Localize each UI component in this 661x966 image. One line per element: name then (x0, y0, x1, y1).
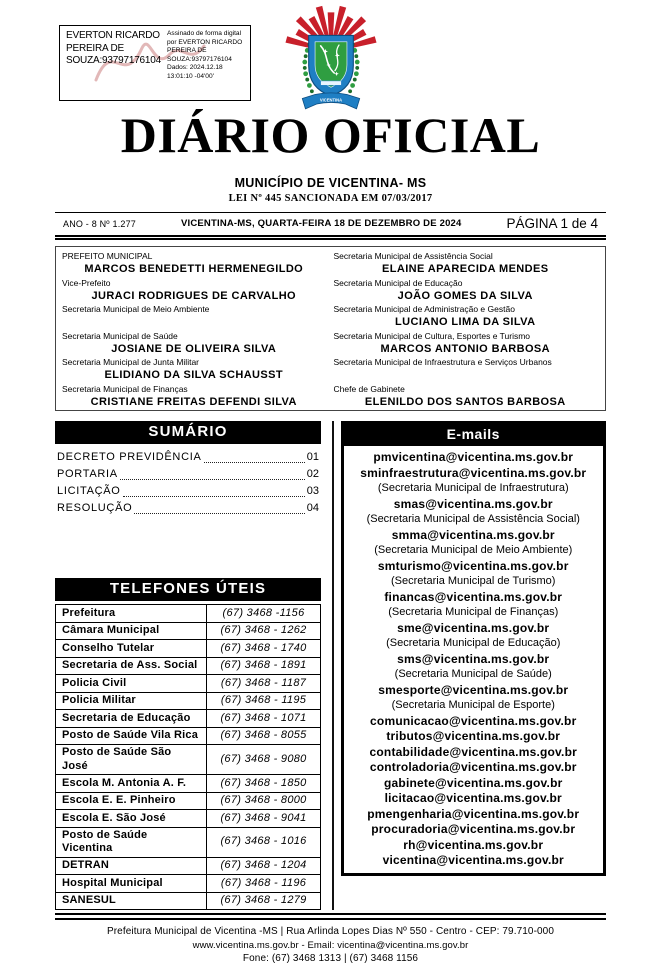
phone-place: Policia Militar (56, 692, 207, 710)
official-role: Secretaria Municipal de Assistência Social (333, 251, 493, 261)
official-entry (62, 330, 326, 357)
email-address: tributos@vicentina.ms.gov.br (386, 729, 561, 743)
crest-laurel-leaf (303, 54, 307, 58)
phone-row (56, 875, 321, 893)
officials-right-column (334, 250, 598, 408)
official-role: Secretaria Municipal de Saúde (62, 330, 178, 341)
official-entry (334, 303, 598, 330)
phone-number: (67) 3468 - 1262 (207, 622, 321, 640)
official-name: LUCIANO LIMA DA SILVA (395, 316, 536, 328)
email-address: gabinete@vicentina.ms.gov.br (384, 775, 563, 790)
phone-number: (67) 3468 - 1740 (207, 640, 321, 658)
crest-date-band (320, 81, 341, 85)
phone-row (56, 692, 321, 710)
official-role: Secretaria Municipal de Cultura, Esportes e Turismo (333, 330, 531, 341)
emails-list (344, 446, 604, 873)
official-role: Chefe de Gabinete (333, 383, 405, 394)
official-name (62, 315, 326, 330)
summary-item-page: 03 (306, 485, 319, 497)
summary-item (57, 449, 319, 466)
email-department: (Secretaria Municipal de Finanças) (388, 606, 559, 618)
phone-row (56, 605, 321, 623)
official-role: Secretaria Municipal de Finanças (62, 383, 188, 394)
phone-number: (67) 3468 -1156 (207, 605, 321, 623)
footer-phone: Fone: (67) 3468 1313 | (67) 3468 1156 (242, 953, 419, 964)
email-address: controladoria@vicentina.ms.gov.br (369, 760, 577, 774)
phone-number: (67) 3468 - 1195 (207, 692, 321, 710)
phone-number: (67) 3468 - 1071 (207, 710, 321, 728)
phone-number: (67) 3468 - 1279 (207, 892, 321, 910)
phone-number: (67) 3468 - 1187 (207, 675, 321, 693)
official-entry (334, 250, 598, 277)
crest-laurel-leaf (353, 71, 358, 76)
edition-date: VICENTINA-MS, QUARTA-FEIRA 18 DE DEZEMBRO DE 2024 (180, 218, 462, 229)
crest-laurel-leaf (350, 83, 355, 88)
phone-place: Posto de Saúde Vila Rica (56, 727, 207, 745)
phone-number: (67) 3468 - 1850 (207, 775, 321, 793)
vicentina-coat-of-arms (291, 2, 371, 116)
law-line: LEI Nº 445 SANCIONADA EM 07/03/2017 (228, 193, 433, 204)
emails-header: E-mails (344, 424, 604, 446)
crest-laurel-leaf (348, 89, 352, 93)
summary-item-label: RESOLUÇÃO (57, 502, 133, 514)
summary-leader-dots (120, 479, 305, 480)
phone-place: Conselho Tutelar (56, 640, 207, 658)
crest-laurel-leaf (302, 66, 306, 70)
footer (55, 913, 606, 966)
email-department: (Secretaria Municipal de Assistência Social) (366, 513, 580, 525)
phone-row (56, 745, 321, 775)
phone-place: Policia Civil (56, 675, 207, 693)
phone-row (56, 892, 321, 910)
email-address: sme@vicentina.ms.gov.br (397, 620, 550, 635)
footer-rule (55, 913, 606, 920)
official-role: Vice-Prefeito (62, 277, 111, 288)
phone-place: Posto de Saúde São José (56, 745, 207, 775)
email-address: contabilidade@vicentina.ms.gov.br (369, 744, 577, 759)
phone-number: (67) 3468 - 8055 (207, 727, 321, 745)
document-content (55, 0, 606, 966)
phone-row (56, 657, 321, 675)
summary-item-page: 04 (306, 502, 319, 514)
phone-place: Posto de Saúde Vicentina (56, 827, 207, 857)
phone-place: Câmara Municipal (56, 622, 207, 640)
official-name: ELENILDO DOS SANTOS BARBOSA (364, 395, 566, 408)
phone-row (56, 675, 321, 693)
municipality-line: MUNICÍPIO DE VICENTINA- MS (234, 176, 427, 190)
phone-place: Escola E. São José (56, 810, 207, 828)
phone-place: Secretaria de Ass. Social (56, 657, 207, 675)
phone-place: Prefeitura (56, 605, 207, 623)
phone-place: SANESUL (56, 892, 207, 910)
edition-number: ANO - 8 Nº 1.277 (63, 218, 137, 229)
summary-item-label: LICITAÇÃO (57, 485, 121, 497)
crest-laurel-leaf (354, 54, 358, 58)
summary-leader-dots (134, 513, 304, 514)
official-name (334, 368, 598, 383)
summary-section (55, 421, 321, 517)
gazette-title: DIÁRIO OFICIAL (120, 107, 541, 163)
email-address: pmengenharia@vicentina.ms.gov.br (367, 806, 580, 821)
official-role: Secretaria Municipal de Junta Militar (62, 357, 200, 367)
page-indicator: PÁGINA 1 de 4 (506, 216, 598, 231)
masthead (55, 0, 606, 212)
official-entry (334, 383, 598, 410)
phones-header: TELEFONES ÚTEIS (55, 578, 321, 601)
phone-row (56, 710, 321, 728)
official-role: Secretaria Municipal de Administração e Gestão (333, 304, 515, 314)
phone-row (56, 775, 321, 793)
official-entry (334, 330, 598, 357)
phone-row (56, 857, 321, 875)
official-entry (62, 383, 326, 410)
official-name: ELIDIANO DA SILVA SCHAUSST (104, 369, 283, 381)
phone-number: (67) 3468 - 1204 (207, 857, 321, 875)
crest-laurel-leaf (307, 83, 312, 88)
email-address: vicentina@vicentina.ms.gov.br (382, 853, 564, 867)
summary-item (57, 500, 319, 517)
summary-item-page: 01 (306, 451, 319, 463)
email-department: (Secretaria Municipal de Meio Ambiente) (374, 544, 573, 556)
left-column (55, 421, 321, 910)
digital-signature-box (59, 25, 251, 101)
phone-place: Escola M. Antonia A. F. (56, 775, 207, 793)
crest-laurel-leaf (352, 78, 356, 82)
summary-item-label: PORTARIA (57, 468, 118, 480)
official-entry (334, 277, 598, 304)
official-name: ELAINE APARECIDA MENDES (382, 263, 549, 275)
official-entry (62, 303, 326, 330)
email-address: licitacao@vicentina.ms.gov.br (384, 791, 562, 805)
official-entry (62, 250, 326, 277)
crest-laurel-leaf (302, 60, 307, 65)
official-name: CRISTIANE FREITAS DEFENDI SILVA (90, 395, 297, 408)
email-address: smas@vicentina.ms.gov.br (393, 496, 553, 511)
signature-signer-text: EVERTON RICARDO PEREIRA DE SOUZA:93797176104 (66, 30, 162, 66)
phone-number: (67) 3468 - 8000 (207, 792, 321, 810)
official-entry (62, 277, 326, 304)
email-address: procuradoria@vicentina.ms.gov.br (371, 822, 576, 836)
phone-place: DETRAN (56, 857, 207, 875)
phone-row (56, 622, 321, 640)
phone-number: (67) 3468 - 1196 (207, 875, 321, 893)
official-entry (62, 356, 326, 383)
edition-bar (55, 212, 606, 240)
phones-section (55, 578, 321, 910)
official-name: MARCOS ANTONIO BARBOSA (380, 342, 551, 355)
email-department: (Secretaria Municipal de Saúde) (394, 668, 552, 680)
email-address: smturismo@vicentina.ms.gov.br (377, 558, 569, 573)
footer-address: Prefeitura Municipal de Vicentina -MS | Rua Arlinda Lopes Dias Nº 550 - Centro - CEP: 79.710-000 (106, 926, 554, 937)
right-column (341, 421, 607, 910)
official-role: Secretaria Municipal de Infraestrutura e Serviços Urbanos (333, 357, 552, 367)
main-columns (55, 421, 606, 910)
signature-statement-text: Assinado de forma digital por EVERTON RICARDO PEREIRA DE SOUZA:93797176104 Dados: 2024.12.18 13:01:10 -04'00' (167, 30, 243, 80)
phone-number: (67) 3468 - 9041 (207, 810, 321, 828)
official-role: Secretaria Municipal de Educação (333, 277, 463, 288)
email-department: (Secretaria Municipal de Esporte) (391, 699, 555, 711)
summary-item (57, 466, 319, 483)
crest-laurel-leaf (309, 89, 313, 93)
phone-number: (67) 3468 - 1016 (207, 827, 321, 857)
footer-website-email: www.vicentina.ms.gov.br - Email: vicentina@vicentina.ms.gov.br (192, 939, 469, 951)
phone-number: (67) 3468 - 1891 (207, 657, 321, 675)
official-role: Secretaria Municipal de Meio Ambiente (62, 304, 210, 314)
phone-row (56, 640, 321, 658)
summary-item-page: 02 (306, 468, 319, 480)
phone-row (56, 810, 321, 828)
official-name: JOÃO GOMES DA SILVA (397, 289, 533, 302)
email-address: rh@vicentina.ms.gov.br (403, 837, 544, 852)
phone-row (56, 792, 321, 810)
email-address: comunicacao@vicentina.ms.gov.br (370, 713, 577, 728)
phone-row (56, 727, 321, 745)
email-address: smesporte@vicentina.ms.gov.br (378, 682, 569, 697)
phone-place: Secretaria de Educação (56, 710, 207, 728)
summary-leader-dots (204, 462, 305, 463)
phone-number: (67) 3468 - 9080 (207, 745, 321, 775)
officials-left-column (62, 250, 326, 408)
official-name: MARCOS BENEDETTI HERMENEGILDO (84, 263, 304, 275)
summary-leader-dots (123, 496, 305, 497)
official-name: JOSIANE DE OLIVEIRA SILVA (111, 342, 277, 355)
email-department: (Secretaria Municipal de Turismo) (391, 575, 556, 587)
crest-laurel-leaf (354, 60, 359, 65)
official-role: PREFEITO MUNICIPAL (62, 251, 153, 261)
email-department: (Secretaria Municipal de Infraestrutura) (377, 482, 569, 494)
phone-place: Escola E. E. Pinheiro (56, 792, 207, 810)
crest-laurel-leaf (355, 66, 359, 70)
email-address: smma@vicentina.ms.gov.br (391, 527, 555, 542)
email-address: sms@vicentina.ms.gov.br (397, 651, 550, 666)
phone-place: Hospital Municipal (56, 875, 207, 893)
emails-section (341, 421, 607, 876)
email-address: sminfraestrutura@vicentina.ms.gov.br (360, 465, 587, 480)
column-divider (332, 421, 334, 910)
officials-box (55, 246, 606, 411)
summary-header: SUMÁRIO (55, 421, 321, 444)
summary-items (55, 444, 321, 517)
official-name: JURACI RODRIGUES DE CARVALHO (91, 289, 297, 302)
official-entry (334, 356, 598, 383)
phone-row (56, 827, 321, 857)
email-department: (Secretaria Municipal de Educação) (386, 637, 561, 649)
email-address: financas@vicentina.ms.gov.br (384, 589, 563, 604)
crest-laurel-leaf (303, 71, 308, 76)
summary-item (57, 483, 319, 500)
summary-item-label: DECRETO PREVIDÊNCIA (57, 451, 202, 463)
crest-laurel-leaf (305, 78, 309, 82)
email-address: pmvicentina@vicentina.ms.gov.br (373, 450, 574, 464)
phones-table (55, 604, 321, 910)
crest-ribbon-label: VICENTINA (319, 97, 342, 103)
